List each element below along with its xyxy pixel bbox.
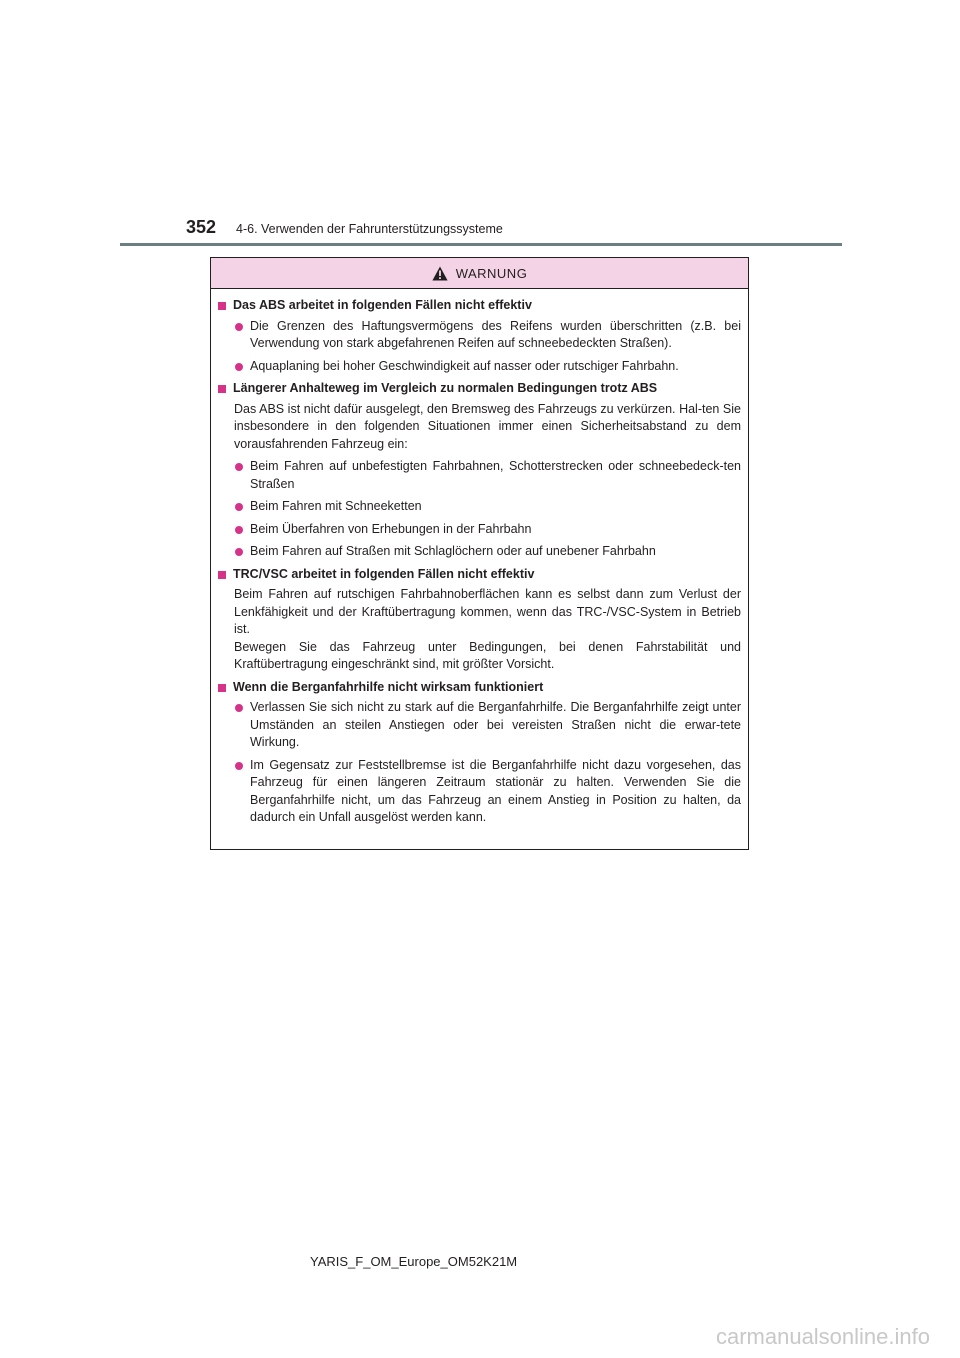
square-bullet-icon [218,302,226,310]
heading-text: TRC/VSC arbeitet in folgenden Fällen nicht effektiv [233,566,535,581]
circle-bullet-icon [235,704,243,712]
list-item-text: Beim Fahren auf Straßen mit Schlaglöchern oder auf unebener Fahrbahn [250,544,656,558]
list-item [234,318,741,353]
list-item [234,498,741,516]
list-item-text: Die Grenzen des Haftungsvermögens des Reifens wurden überschritten (z.B. bei Verwendung von stark abgefahrenen Reifen auf schneebedeckten Straßen). [250,318,741,350]
paragraph: Beim Fahren auf rutschigen Fahrbahnoberflächen kann es selbst dann zum Verlust der Lenkfähigkeit und der Kraftübertragung kommen, wenn das TRC-/VSC-System in Betrieb ist. [234,587,741,636]
list-item-text: Im Gegensatz zur Feststellbremse ist die Berganfahrhilfe nicht dazu vorgesehen, das Fahrzeug für einen längeren Zeitraum stationär zu halten. Verwenden Sie die Berganfahrhilfe nicht, um das Fahrzeug an einem Anstieg in Position zu halten, da dadurch ein Unfall ausgelöst werden kann. [250,757,741,824]
list-item-text: Aquaplaning bei hoher Geschwindigkeit auf nasser oder rutschiger Fahrbahn. [250,358,679,373]
heading-text: Das ABS arbeitet in folgenden Fällen nicht effektiv [233,298,532,312]
square-bullet-icon [218,385,226,393]
section-title: 4-6. Verwenden der Fahrunterstützungssysteme [236,222,503,236]
paragraph: Das ABS ist nicht dafür ausgelegt, den Bremsweg des Fahrzeugs zu verkürzen. Hal-ten Sie insbesondere in den folgenden Situationen immer einen Sicherheitsabstand zu dem vorausfahrenden Fahrzeug ein: [234,401,741,451]
circle-bullet-icon [235,363,243,371]
warning-header [211,258,748,289]
list-item [234,699,741,752]
watermark: carmanualsonline.info [715,1324,930,1349]
list-item [234,458,741,493]
document-code: YARIS_F_OM_Europe_OM52K21M [310,1254,518,1269]
square-bullet-icon [218,571,226,579]
circle-bullet-icon [235,503,243,511]
warning-triangle-icon [432,266,448,281]
section-heading-hill-start-assist [218,679,741,697]
section-heading-trc-vsc [218,566,741,584]
section-heading-stopping-distance [218,380,741,398]
warning-box [210,257,749,850]
circle-bullet-icon [235,463,243,471]
list-item-text: Beim Fahren auf unbefestigten Fahrbahnen, Schotterstrecken oder schneebedeck-ten Straßen [250,459,741,491]
page-number: 352 [186,217,217,237]
warning-title: WARNUNG [455,265,528,281]
heading-text: Längerer Anhalteweg im Vergleich zu normalen Bedingungen trotz ABS [233,381,658,395]
list-item-text: Verlassen Sie sich nicht zu stark auf die Berganfahrhilfe. Die Berganfahrhilfe zeigt unter Umständen an steilen Anstiegen oder bei vereisten Straßen nicht die erwar-tete Wirkung. [250,700,741,749]
circle-bullet-icon [235,526,243,534]
list-item-text: Beim Fahren mit Schneeketten [250,499,422,513]
circle-bullet-icon [235,548,243,556]
heading-text: Wenn die Berganfahrhilfe nicht wirksam funktioniert [233,679,544,694]
circle-bullet-icon [235,762,243,770]
list-item [234,521,741,539]
list-item [234,543,741,561]
section-heading-abs [218,297,741,315]
paragraph: Bewegen Sie das Fahrzeug unter Bedingungen, bei denen Fahrstabilität und Kraftübertragung eingeschränkt sind, mit größter Vorsicht. [234,639,741,671]
list-item [234,358,741,376]
warning-body [211,289,748,827]
circle-bullet-icon [235,323,243,331]
square-bullet-icon [218,684,226,692]
header-rule [120,243,842,246]
list-item [234,757,741,827]
list-item-text: Beim Überfahren von Erhebungen in der Fahrbahn [250,521,532,536]
